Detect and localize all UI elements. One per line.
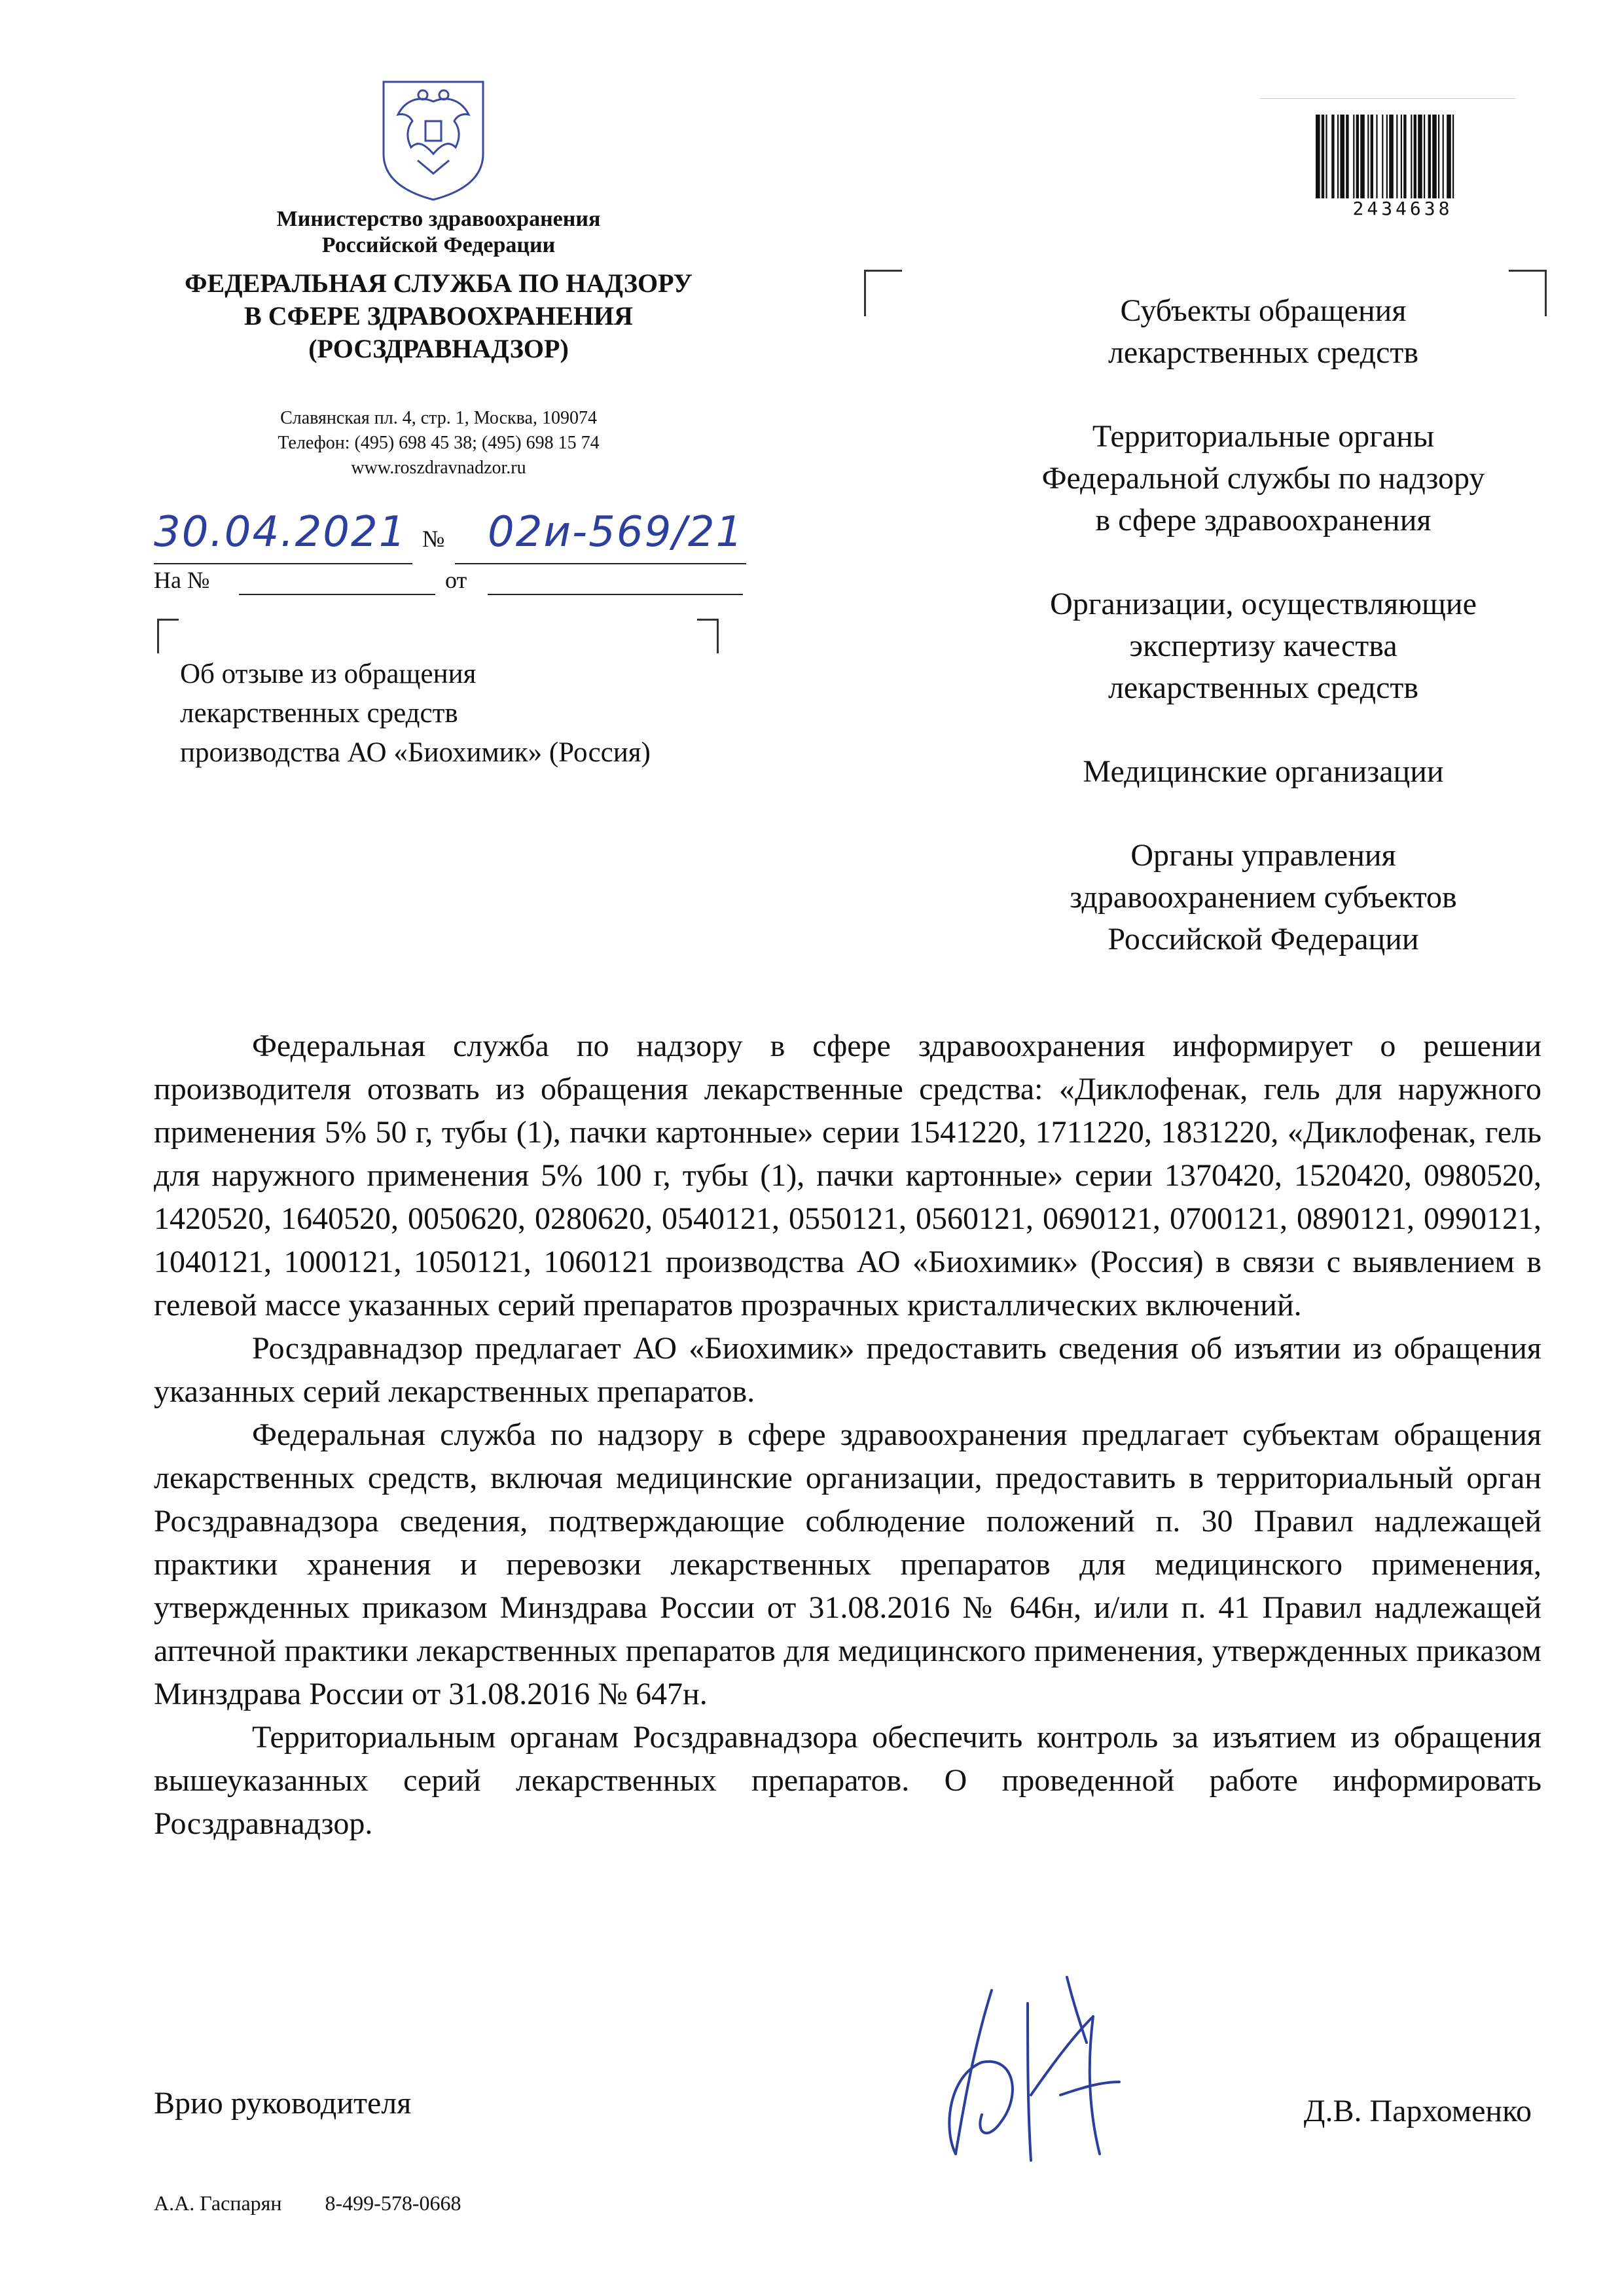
ministry-name bbox=[151, 206, 727, 259]
recipient-5-line-2: здравоохранением субъектов bbox=[1070, 880, 1457, 915]
body-paragraph-4: Территориальным органам Росздравнадзора обеспечить контроль за изъятием из обращения вышеуказанных серий лекарственных препаратов. О проведенной работе информировать Росздравнадзор. bbox=[154, 1720, 1541, 1841]
subject-corner-right bbox=[697, 619, 719, 653]
subject-line-3: производства АО «Биохимик» (Россия) bbox=[180, 737, 651, 768]
recipients-list bbox=[936, 290, 1591, 1002]
recipients-corner-left bbox=[864, 270, 902, 316]
ministry-line-1: Министерство здравоохранения bbox=[276, 207, 601, 231]
recipient-1-line-2: лекарственных средств bbox=[1108, 335, 1419, 370]
recipient-1 bbox=[936, 290, 1591, 374]
reply-to-label: На № bbox=[154, 567, 210, 593]
signatory-name: Д.В. Пархоменко bbox=[1303, 2094, 1532, 2128]
number-sign: № bbox=[422, 526, 445, 552]
reply-date-line bbox=[488, 594, 743, 595]
registration-date: 30.04.2021 bbox=[154, 508, 407, 556]
reply-line bbox=[154, 566, 808, 606]
service-line-3: (РОСЗДРАВНАДЗОР) bbox=[308, 334, 569, 363]
registration-number: 02и-569/21 bbox=[488, 508, 744, 556]
signature-position: Врио руководителя bbox=[154, 2086, 412, 2121]
body-paragraph-2: Росздравнадзор предлагает АО «Биохимик» предоставить сведения об изъятии из обращения указанных серий лекарственных препаратов. bbox=[154, 1331, 1541, 1409]
executor-name: А.А. Гаспарян bbox=[154, 2191, 282, 2215]
subject-line-1: Об отзыве из обращения bbox=[180, 659, 477, 689]
executor-info bbox=[154, 2191, 461, 2215]
executor-phone: 8-499-578-0668 bbox=[325, 2191, 461, 2215]
barcode-number: 2434638 bbox=[1352, 198, 1453, 219]
barcode bbox=[1314, 115, 1491, 198]
service-line-2: В СФЕРЕ ЗДРАВООХРАНЕНИЯ bbox=[244, 301, 633, 331]
recipient-3 bbox=[936, 583, 1591, 709]
phone: Телефон: (495) 698 45 38; (495) 698 15 74 bbox=[278, 433, 600, 453]
from-label: от bbox=[445, 567, 467, 593]
recipient-3-line-2: экспертизу качества bbox=[1129, 629, 1397, 663]
contact-block bbox=[151, 406, 727, 481]
coat-of-arms-emblem bbox=[378, 75, 488, 203]
subject-line-2: лекарственных средств bbox=[180, 698, 458, 729]
recipient-3-line-3: лекарственных средств bbox=[1108, 670, 1419, 705]
barcode-rule bbox=[1260, 98, 1515, 99]
date-underline bbox=[154, 563, 412, 564]
handwritten-signature bbox=[929, 1964, 1152, 2174]
recipient-2 bbox=[936, 416, 1591, 541]
registration-line bbox=[154, 508, 808, 563]
number-underline bbox=[455, 563, 746, 564]
service-name bbox=[124, 267, 753, 365]
subject bbox=[180, 655, 756, 773]
recipient-2-line-3: в сфере здравоохранения bbox=[1095, 503, 1432, 538]
letter-body bbox=[154, 1025, 1541, 1846]
recipient-5 bbox=[936, 835, 1591, 960]
service-line-1: ФЕДЕРАЛЬНАЯ СЛУЖБА ПО НАДЗОРУ bbox=[185, 268, 693, 298]
recipient-5-line-1: Органы управления bbox=[1130, 838, 1396, 873]
ministry-line-2: Российской Федерации bbox=[321, 233, 556, 257]
recipient-1-line-1: Субъекты обращения bbox=[1120, 293, 1407, 328]
address: Славянская пл. 4, стр. 1, Москва, 109074 bbox=[280, 408, 597, 428]
recipient-2-line-1: Территориальные органы bbox=[1092, 419, 1435, 454]
body-paragraph-1: Федеральная служба по надзору в сфере здравоохранения информирует о решении производителя отозвать из обращения лекарственные средства: «Диклофенак, гель для наружного применения 5% 50 г, тубы (1), пачки картонные» серии 1541220, 1711220, 1831220, «Диклофенак, гель для наружного применения 5% 100 г, тубы (1), пачки картонные» серии 1370420, 1520420, 0980520, 1420520, 1640520, 0050620, 0280620, 0540121, 0550121, 0560121, 0690121, 0700121, 0890121, 0990121, 1040121, 1000121, 1050121, 1060121 производства АО «Биохимик» (Россия) в связи с выявлением в гелевой массе указанных серий препаратов прозрачных кристаллических включений. bbox=[154, 1029, 1541, 1322]
reply-number-line bbox=[239, 594, 435, 595]
website: www.roszdravnadzor.ru bbox=[351, 458, 526, 478]
recipient-3-line-1: Организации, осуществляющие bbox=[1050, 587, 1477, 621]
recipient-4 bbox=[936, 751, 1591, 793]
subject-corner-left bbox=[157, 619, 179, 653]
recipient-5-line-3: Российской Федерации bbox=[1108, 922, 1419, 957]
recipient-2-line-2: Федеральной службы по надзору bbox=[1041, 461, 1485, 496]
recipient-4-line-1: Медицинские организации bbox=[1083, 754, 1444, 789]
body-paragraph-3: Федеральная служба по надзору в сфере здравоохранения предлагает субъектам обращения лекарственных средств, включая медицинские организации, предоставить в территориальный орган Росздравнадзора сведения, подтверждающие соблюдение положений п. 30 Правил надлежащей практики хранения и перевозки лекарственных препаратов для медицинского применения, утвержденных приказом Минздрава России от 31.08.2016 № 646н, и/или п. 41 Правил надлежащей аптечной практики лекарственных препаратов для медицинского применения, утвержденных приказом Минздрава России от 31.08.2016 № 647н. bbox=[154, 1417, 1541, 1711]
